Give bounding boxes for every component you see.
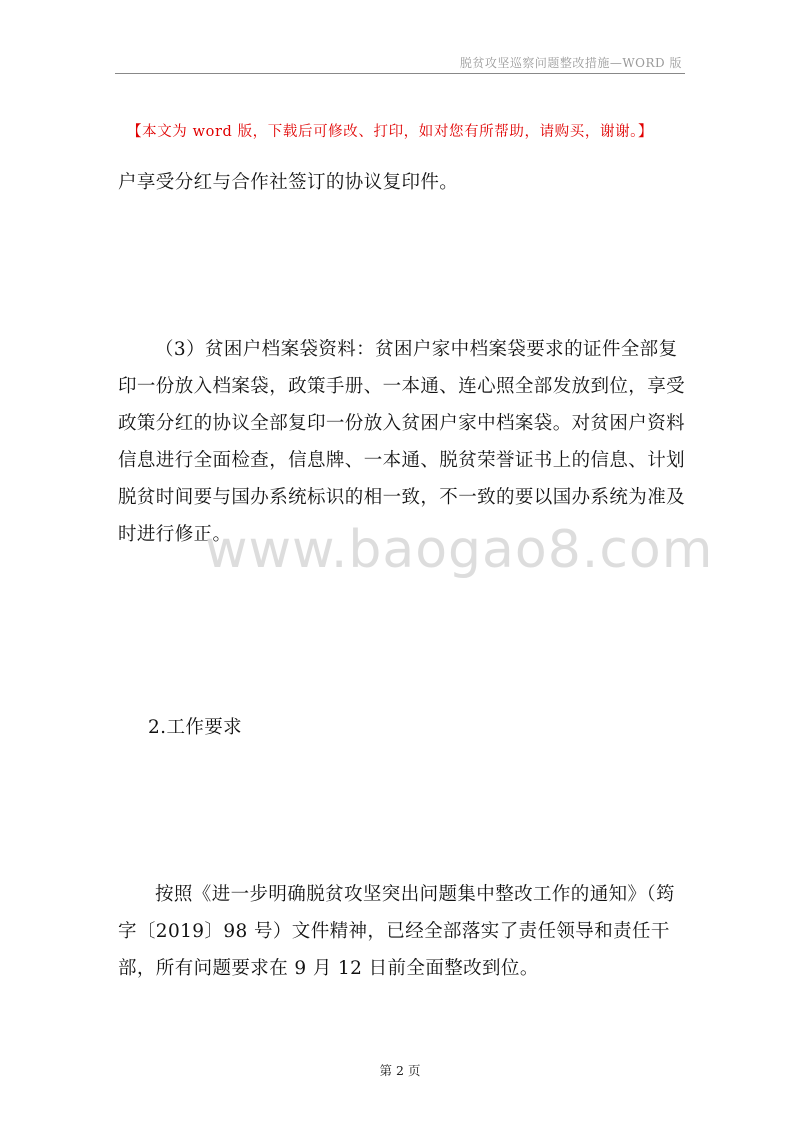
section-heading-work-requirements: 2.工作要求 [148,717,243,738]
header-divider [115,73,685,74]
purchase-notice: 【本文为 word 版，下载后可修改、打印，如对您有所帮助，请购买，谢谢。】 [127,124,654,140]
website-watermark: www.baogao8.com [205,520,714,580]
page-number: 第 2 页 [379,1063,421,1078]
body-paragraph-requirements: 按照《进一步明确脱贫攻坚突出问题集中整改工作的通知》（筠字〔2019〕98 号）文件精神，已经全部落实了责任领导和责任干部，所有问题要求在 9 月 12 日前全面整改到位。 [118,884,675,979]
body-paragraph-archive-materials: （3）贫困户档案袋资料：贫困户家中档案袋要求的证件全部复印一份放入档案袋，政策手册、一本通、连心照全部发放到位，享受政策分红的协议全部复印一份放入贫困户家中档案袋。对贫困户资料信息进行全面检查，信息牌、一本通、脱贫荣誉证书上的信息、计划脱贫时间要与国办系统标识的相一致，不一致的要以国办系统为准及时进行修正。 [118,339,686,545]
running-header: 脱贫攻坚巡察问题整改措施—WORD 版 [459,56,682,70]
body-paragraph-continuation: 户享受分红与合作社签订的协议复印件。 [118,172,459,193]
